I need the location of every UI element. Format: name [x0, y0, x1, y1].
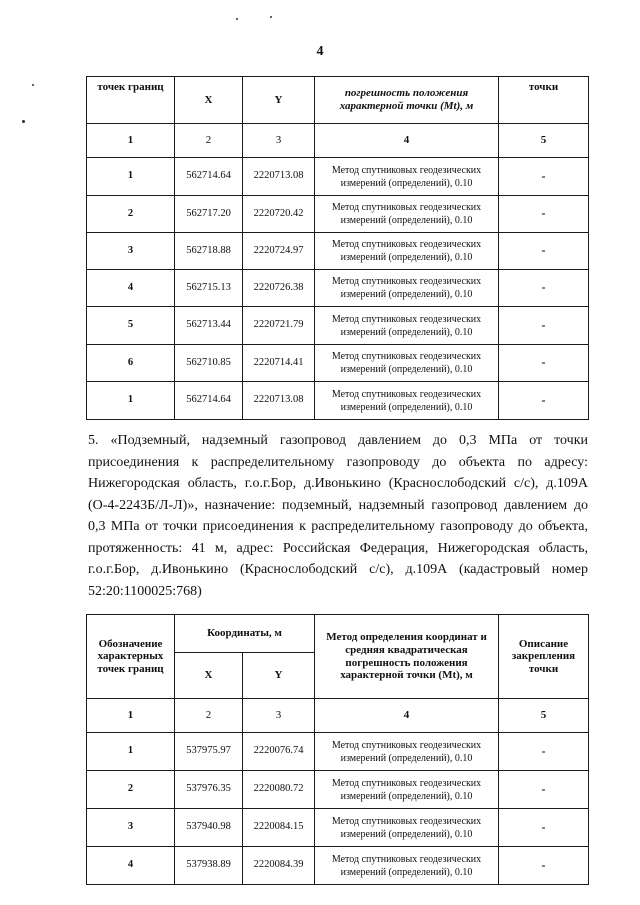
table-header-row: [87, 615, 589, 653]
scan-speck: [22, 120, 25, 123]
point-id: 3: [87, 233, 175, 270]
coord-x: 562717.20: [175, 196, 243, 233]
coord-x: 537938.89: [175, 847, 243, 885]
method-text: Метод спутниковых геодезических измерений (определений), 0.10: [315, 196, 499, 233]
coord-x: 537976.35: [175, 771, 243, 809]
point-description: -: [499, 809, 589, 847]
point-description: -: [499, 345, 589, 382]
column-number: 4: [315, 124, 499, 158]
table-row: [87, 771, 589, 809]
header-point-label: точек границ: [87, 77, 175, 124]
point-description: -: [499, 158, 589, 196]
point-description: -: [499, 196, 589, 233]
header-point-label: Обозначение характерных точек границ: [87, 615, 175, 699]
method-text: Метод спутниковых геодезических измерений (определений), 0.10: [315, 158, 499, 196]
column-number-row: [87, 124, 589, 158]
method-text: Метод спутниковых геодезических измерений (определений), 0.10: [315, 847, 499, 885]
point-description: -: [499, 847, 589, 885]
coord-y: 2220721.79: [243, 307, 315, 345]
point-description: -: [499, 307, 589, 345]
method-text: Метод спутниковых геодезических измерений (определений), 0.10: [315, 809, 499, 847]
coord-y: 2220713.08: [243, 158, 315, 196]
coord-y: 2220080.72: [243, 771, 315, 809]
method-text: Метод спутниковых геодезических измерений (определений), 0.10: [315, 270, 499, 307]
column-number: 2: [175, 699, 243, 733]
coord-y: 2220713.08: [243, 382, 315, 420]
table-row: [87, 809, 589, 847]
coord-y: 2220084.15: [243, 809, 315, 847]
method-text: Метод спутниковых геодезических измерений (определений), 0.10: [315, 771, 499, 809]
coord-y: 2220720.42: [243, 196, 315, 233]
scan-speck: [236, 18, 238, 20]
column-number: 3: [243, 699, 315, 733]
header-method: Метод определения координат и средняя квадратическая погрешность положения характерной точки (Mt), м: [315, 615, 499, 699]
column-number: 2: [175, 124, 243, 158]
coord-x: 562713.44: [175, 307, 243, 345]
coordinates-table-1: [86, 76, 589, 420]
table-row: [87, 196, 589, 233]
method-text: Метод спутниковых геодезических измерений (определений), 0.10: [315, 307, 499, 345]
column-number: 3: [243, 124, 315, 158]
coord-x: 562714.64: [175, 382, 243, 420]
point-id: 1: [87, 733, 175, 771]
table-header-row: [87, 77, 589, 124]
table-row: [87, 382, 589, 420]
table-row: [87, 345, 589, 382]
object-description-paragraph: 5. «Подземный, надземный газопровод давлением до 0,3 МПа от точки присоединения к распределительному газопроводу до объекта по адресу: Нижегородская область, г.о.г.Бор, д.Ивонькино (Краснослободский с/с), д.109А (О-4-2243Б/Л-Л)», назначение: подземный, надземный газопровод давлением до 0,3 МПа от точки присоединения к распределительному газопроводу до объекта, протяженность: 41 м, адрес: Российская Федерация, Нижегородская область, г.о.г.Бор, д.Ивонькино (Краснослободский с/с), д.109А (кадастровый номер 52:20:1100025:768): [88, 433, 588, 599]
coord-x: 562710.85: [175, 345, 243, 382]
coordinates-table-2: [86, 614, 589, 885]
method-text: Метод спутниковых геодезических измерений (определений), 0.10: [315, 233, 499, 270]
point-description: -: [499, 233, 589, 270]
scan-speck: [270, 16, 272, 18]
header-method: погрешность положения характерной точки (Mt), м: [315, 77, 499, 124]
point-id: 3: [87, 809, 175, 847]
coord-y: 2220724.97: [243, 233, 315, 270]
coord-x: 537940.98: [175, 809, 243, 847]
table-row: [87, 733, 589, 771]
table-row: [87, 158, 589, 196]
point-id: 4: [87, 270, 175, 307]
header-x: X: [175, 77, 243, 124]
point-id: 4: [87, 847, 175, 885]
header-y: Y: [243, 77, 315, 124]
method-text: Метод спутниковых геодезических измерений (определений), 0.10: [315, 382, 499, 420]
header-description: точки: [499, 77, 589, 124]
point-description: -: [499, 382, 589, 420]
header-y: Y: [243, 653, 315, 699]
coord-x: 562714.64: [175, 158, 243, 196]
coord-y: 2220726.38: [243, 270, 315, 307]
point-id: 1: [87, 158, 175, 196]
header-x: X: [175, 653, 243, 699]
scan-speck: [32, 84, 34, 86]
page-number: 4: [316, 44, 324, 59]
column-number: 4: [315, 699, 499, 733]
method-text: Метод спутниковых геодезических измерений (определений), 0.10: [315, 733, 499, 771]
table-row: [87, 847, 589, 885]
coord-x: 537975.97: [175, 733, 243, 771]
column-number: 5: [499, 699, 589, 733]
column-number: 5: [499, 124, 589, 158]
coord-x: 562715.13: [175, 270, 243, 307]
header-description: Описание закрепления точки: [499, 615, 589, 699]
coord-x: 562718.88: [175, 233, 243, 270]
point-id: 5: [87, 307, 175, 345]
column-number: 1: [87, 699, 175, 733]
coord-y: 2220076.74: [243, 733, 315, 771]
header-coordinates: Координаты, м: [175, 615, 315, 653]
point-id: 2: [87, 771, 175, 809]
point-id: 1: [87, 382, 175, 420]
point-description: -: [499, 270, 589, 307]
coord-y: 2220084.39: [243, 847, 315, 885]
coord-y: 2220714.41: [243, 345, 315, 382]
method-text: Метод спутниковых геодезических измерений (определений), 0.10: [315, 345, 499, 382]
table-row: [87, 307, 589, 345]
table-row: [87, 233, 589, 270]
column-number-row: [87, 699, 589, 733]
column-number: 1: [87, 124, 175, 158]
point-description: -: [499, 733, 589, 771]
point-id: 2: [87, 196, 175, 233]
point-id: 6: [87, 345, 175, 382]
table-row: [87, 270, 589, 307]
point-description: -: [499, 771, 589, 809]
